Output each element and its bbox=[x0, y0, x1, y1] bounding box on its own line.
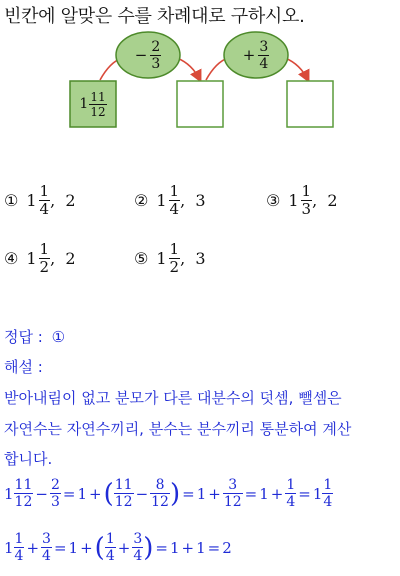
eq1-g-num: 1 bbox=[286, 477, 296, 493]
eq2-r3: 2 bbox=[222, 538, 232, 557]
choice-2-whole: 1 bbox=[156, 191, 167, 210]
eq1-one3: 1 bbox=[259, 484, 269, 503]
eq1-a-num: 11 bbox=[14, 477, 33, 493]
choice-3-tail: , 2 bbox=[312, 191, 338, 210]
eq1-b-num: 2 bbox=[50, 477, 60, 493]
start-value bbox=[70, 81, 116, 127]
step2-fraction bbox=[258, 40, 269, 71]
choice-1-denominator: 4 bbox=[39, 200, 50, 218]
eq2-a-den: 4 bbox=[14, 548, 24, 564]
choice-3-whole: 1 bbox=[288, 191, 299, 210]
operation-diagram bbox=[0, 0, 400, 140]
step2-numerator: 3 bbox=[259, 38, 269, 55]
choice-3-denominator: 3 bbox=[301, 200, 312, 218]
eq1-eq4: = bbox=[298, 484, 311, 503]
choice-5[interactable] bbox=[134, 242, 206, 275]
eq1-plus2: + bbox=[208, 484, 221, 503]
choice-2-fraction bbox=[169, 184, 181, 217]
choice-4-tail: , 2 bbox=[50, 249, 76, 268]
eq1-b-frac bbox=[50, 478, 61, 509]
eq2-a-whole: 1 bbox=[4, 538, 14, 557]
eq2-lparen: ( bbox=[94, 532, 105, 563]
eq1-c-num: 11 bbox=[114, 477, 133, 493]
start-numerator: 11 bbox=[90, 89, 106, 104]
choice-3-fraction bbox=[301, 184, 313, 217]
eq1-one2: 1 bbox=[196, 484, 207, 503]
choice-2-number: ② bbox=[134, 191, 149, 210]
question-text: 빈칸에 알맞은 수를 차례대로 구하시오. bbox=[4, 6, 305, 27]
choice-4-denominator: 2 bbox=[39, 258, 50, 276]
blank-box-2 bbox=[287, 81, 333, 127]
step1-label bbox=[126, 38, 170, 72]
eq1-a-frac bbox=[14, 478, 34, 509]
eq1-f-frac bbox=[223, 478, 243, 509]
eq2-eq3: = bbox=[207, 538, 221, 557]
equation-1 bbox=[4, 478, 333, 509]
step1-numerator: 2 bbox=[151, 38, 161, 55]
eq1-a-whole: 1 bbox=[4, 484, 14, 503]
choice-3-number: ③ bbox=[266, 191, 281, 210]
choice-4-number: ④ bbox=[4, 249, 19, 268]
eq1-f-den: 12 bbox=[223, 494, 242, 510]
choice-1-whole: 1 bbox=[26, 191, 37, 210]
choice-1-fraction bbox=[39, 184, 51, 217]
eq1-h-num: 1 bbox=[323, 477, 333, 493]
eq2-c-frac bbox=[105, 532, 116, 563]
eq2-plus2: + bbox=[80, 538, 93, 557]
eq2-a-frac bbox=[14, 532, 25, 563]
step1-sign: − bbox=[134, 46, 148, 64]
eq1-e-den: 12 bbox=[151, 494, 169, 510]
eq2-e-den: 4 bbox=[133, 548, 143, 564]
choice-1-numerator: 1 bbox=[39, 182, 50, 200]
step1-fraction bbox=[150, 40, 161, 71]
blank-box-1 bbox=[177, 81, 223, 127]
eq2-r1: 1 bbox=[169, 538, 180, 557]
eq2-rparen: ) bbox=[143, 532, 154, 563]
equation-2 bbox=[4, 532, 232, 563]
eq1-rparen: ) bbox=[169, 478, 181, 509]
choice-2-numerator: 1 bbox=[169, 182, 180, 200]
choice-4[interactable] bbox=[4, 242, 76, 275]
start-whole: 1 bbox=[79, 96, 89, 112]
start-denominator: 12 bbox=[90, 104, 106, 119]
choice-1-number: ① bbox=[4, 191, 19, 210]
eq2-e-num: 3 bbox=[133, 531, 143, 547]
choice-4-fraction bbox=[39, 242, 51, 275]
explanation-line-1: 받아내림이 없고 분모가 다른 대분수의 덧셈, 뺄셈은 bbox=[4, 389, 342, 407]
step2-sign: + bbox=[242, 46, 256, 64]
choice-2-tail: , 3 bbox=[180, 191, 206, 210]
choice-3[interactable] bbox=[266, 184, 338, 217]
eq2-plus: + bbox=[26, 538, 40, 557]
choice-5-denominator: 2 bbox=[169, 258, 180, 276]
eq1-plus3: + bbox=[270, 484, 284, 503]
eq1-eq3: = bbox=[244, 484, 258, 503]
arrow-4 bbox=[285, 58, 308, 80]
start-fraction bbox=[89, 91, 106, 118]
eq1-h-den: 4 bbox=[323, 494, 333, 510]
eq1-h-frac bbox=[322, 478, 333, 509]
explanation-line-3: 합니다. bbox=[4, 450, 53, 468]
eq2-a-num: 1 bbox=[14, 531, 24, 547]
choice-5-tail: , 3 bbox=[180, 249, 206, 268]
choice-5-whole: 1 bbox=[156, 249, 167, 268]
eq2-r2: 1 bbox=[196, 538, 206, 557]
eq1-f-num: 3 bbox=[228, 477, 238, 493]
eq2-e-frac bbox=[132, 532, 143, 563]
choice-5-numerator: 1 bbox=[169, 240, 180, 258]
eq2-eq1: = bbox=[53, 538, 67, 557]
arrow-2 bbox=[177, 58, 200, 80]
step2-label bbox=[234, 38, 278, 72]
eq1-h-whole: 1 bbox=[312, 484, 323, 503]
choice-4-whole: 1 bbox=[26, 249, 37, 268]
choice-2[interactable] bbox=[134, 184, 206, 217]
eq2-plus3: + bbox=[117, 538, 131, 557]
eq1-minus: − bbox=[35, 484, 48, 503]
answer-line bbox=[4, 326, 65, 347]
eq1-eq1: = bbox=[62, 484, 76, 503]
eq1-c-frac bbox=[114, 478, 134, 509]
eq2-b-num: 3 bbox=[42, 531, 51, 547]
eq2-b-den: 4 bbox=[42, 548, 51, 564]
eq1-minus2: − bbox=[135, 484, 149, 503]
choice-1-tail: , 2 bbox=[50, 191, 76, 210]
answer-value: ① bbox=[51, 328, 66, 346]
eq2-c-den: 4 bbox=[105, 548, 115, 564]
eq2-c-num: 1 bbox=[105, 531, 115, 547]
choice-1[interactable] bbox=[4, 184, 76, 217]
eq1-a-den: 12 bbox=[14, 494, 33, 510]
eq2-eq2: = bbox=[155, 538, 168, 557]
choice-5-fraction bbox=[169, 242, 181, 275]
eq2-plus4: + bbox=[181, 538, 195, 557]
eq1-g-den: 4 bbox=[286, 494, 296, 510]
eq1-one: 1 bbox=[77, 484, 87, 503]
eq1-e-num: 8 bbox=[155, 477, 165, 493]
choice-4-numerator: 1 bbox=[39, 240, 50, 258]
eq1-g-frac bbox=[285, 478, 296, 509]
eq2-b-frac bbox=[41, 532, 52, 563]
answer-label: 정답 : bbox=[4, 328, 43, 346]
choice-3-numerator: 1 bbox=[301, 182, 312, 200]
eq1-eq2: = bbox=[182, 484, 195, 503]
choice-5-number: ⑤ bbox=[134, 249, 149, 268]
step1-denominator: 3 bbox=[151, 55, 161, 72]
eq1-c-den: 12 bbox=[114, 494, 133, 510]
eq1-plus: + bbox=[89, 484, 102, 503]
explanation-line-2: 자연수는 자연수끼리, 분수는 분수끼리 통분하여 계산 bbox=[4, 420, 352, 438]
eq1-lparen: ( bbox=[103, 478, 114, 509]
eq2-one: 1 bbox=[68, 538, 79, 557]
explanation-label: 해설 : bbox=[4, 358, 43, 376]
step2-denominator: 4 bbox=[259, 55, 269, 72]
eq1-e-frac bbox=[150, 478, 170, 509]
eq1-b-den: 3 bbox=[50, 494, 60, 510]
choice-2-denominator: 4 bbox=[169, 200, 180, 218]
